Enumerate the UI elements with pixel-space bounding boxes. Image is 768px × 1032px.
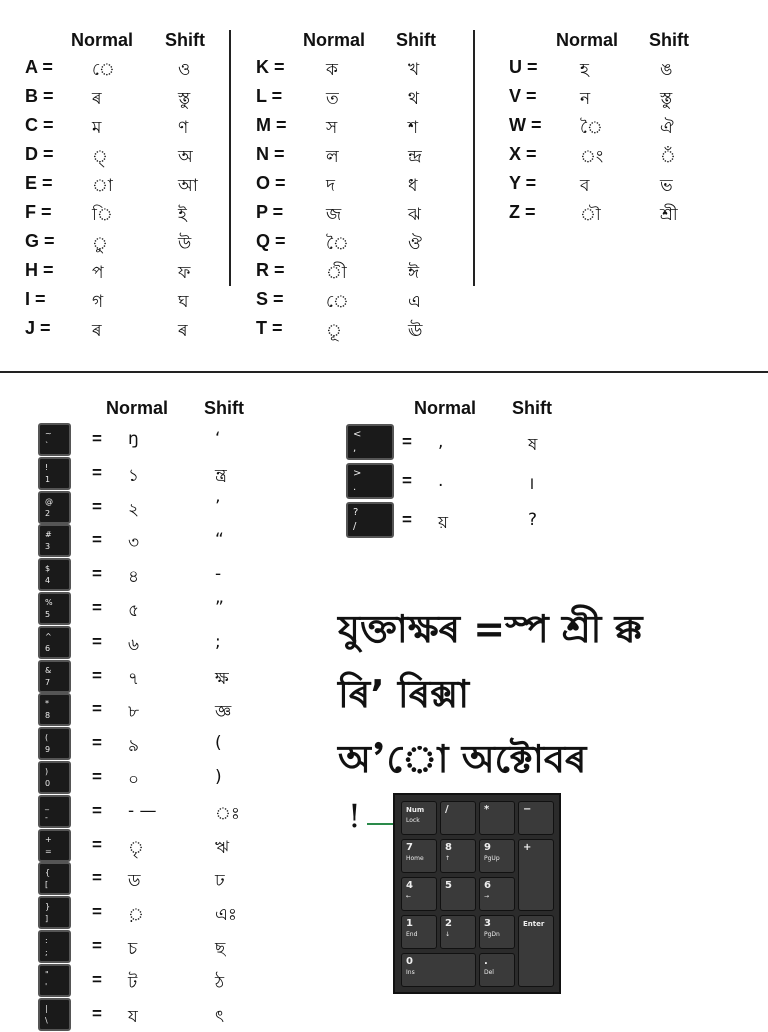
numpad-key-label: /: [445, 804, 449, 815]
numpad-key-sublabel: ↑: [445, 855, 451, 862]
normal-char: ৈ: [326, 234, 349, 254]
shift-char: শ: [408, 118, 419, 138]
equals-sign: =: [92, 631, 102, 651]
keycap-shift-glyph: ": [45, 969, 49, 979]
numpad-key-sublabel: PgUp: [484, 855, 500, 862]
keycap-icon: [38, 727, 71, 760]
section-divider: [0, 371, 768, 373]
header-shift: Shift: [165, 30, 205, 50]
shift-char: ?: [528, 510, 538, 530]
numpad-key-label: 9: [484, 842, 491, 853]
letter-key: C =: [25, 115, 54, 135]
numpad-key: [479, 801, 515, 835]
equals-sign: =: [92, 868, 102, 888]
normal-char: চ: [128, 939, 138, 959]
numpad-key: [440, 801, 476, 835]
normal-char: ক: [326, 60, 338, 80]
shift-char: ‘: [215, 429, 221, 449]
shift-char: ;: [215, 631, 221, 652]
shift-char: ঝ: [408, 205, 421, 225]
keycap-shift-glyph: _: [45, 800, 49, 810]
letter-key: P =: [256, 202, 284, 222]
keycap-icon: [38, 592, 71, 625]
shift-char: ছ: [215, 939, 226, 959]
numpad-key-label: Num: [406, 806, 425, 814]
keycap-shift-glyph: :: [45, 936, 48, 945]
equals-sign: =: [92, 699, 102, 719]
keycap-icon: [346, 463, 394, 499]
letter-key: F =: [25, 202, 52, 222]
keycap-icon: [38, 930, 71, 963]
equals-sign: =: [92, 496, 102, 516]
equals-sign: =: [92, 767, 102, 786]
normal-char: ৰ: [92, 321, 102, 341]
shift-char: ঃ: [215, 803, 240, 824]
numpad-key-label: 7: [406, 842, 413, 853]
numpad-key-label: 4: [406, 880, 413, 891]
keycap-base-glyph: 2: [45, 508, 51, 518]
shift-char: ধ: [408, 176, 418, 196]
shift-char: ঢ: [215, 871, 225, 892]
shift-char: ঈ: [408, 263, 420, 283]
numpad-key: [401, 839, 437, 873]
equals-sign: =: [92, 969, 102, 989]
normal-char: ০: [128, 770, 140, 790]
normal-char: স: [326, 118, 338, 138]
numpad-key: [401, 953, 476, 987]
keycap-base-glyph: `: [45, 441, 49, 450]
keycap-icon: [38, 558, 71, 591]
keycap-shift-glyph: #: [45, 530, 52, 540]
numpad-key-sublabel: Home: [406, 855, 424, 862]
equals-sign: =: [92, 834, 102, 854]
shift-char: ‑: [215, 564, 222, 585]
equals-sign: =: [402, 510, 412, 529]
normal-char: হ: [580, 60, 589, 80]
equals-sign: =: [92, 733, 102, 753]
shift-char: ভ: [660, 176, 673, 196]
shift-char: উ: [178, 234, 192, 254]
keycap-base-glyph: =: [45, 846, 52, 856]
conjunct-example-1: যুক্তাক্ষৰ =স্প শ্ৰী ক্ক: [338, 607, 643, 651]
equals-sign: =: [92, 429, 102, 448]
letter-key: E =: [25, 173, 53, 193]
equals-sign: =: [92, 530, 102, 550]
normal-char: ি: [92, 205, 113, 225]
shift-char: “: [215, 530, 224, 551]
shift-char: ঐ: [660, 118, 674, 138]
keycap-icon: [38, 998, 71, 1031]
header-shift: Shift: [396, 30, 436, 50]
normal-char: ৯: [128, 736, 140, 757]
normal-char: ল: [326, 147, 339, 167]
normal-char: প: [92, 263, 104, 283]
shift-char: ন্দ্র: [408, 147, 422, 167]
normal-char: ৩: [128, 533, 140, 554]
keycap-icon: [38, 896, 71, 929]
keycap-shift-glyph: }: [45, 902, 51, 912]
shift-char: ন্ত্ৰ: [215, 465, 227, 486]
keycap-shift-glyph: $: [45, 564, 51, 574]
keycap-base-glyph: 0: [45, 779, 51, 788]
equals-sign: =: [92, 665, 102, 685]
normal-char: ৗ: [580, 205, 601, 225]
letter-key: Y =: [509, 173, 537, 193]
keycap-base-glyph: 8: [45, 711, 51, 721]
keycap-shift-glyph: ?: [353, 507, 359, 518]
shift-char: ’: [215, 496, 221, 517]
header-shift: Shift: [649, 30, 689, 50]
letter-key: B =: [25, 86, 54, 106]
numpad-key: [440, 915, 476, 949]
shift-char: ।: [528, 474, 535, 494]
normal-char: ৈ: [580, 118, 603, 138]
header-normal: Normal: [303, 30, 366, 50]
header-shift: Shift: [512, 398, 552, 418]
shift-char: ণ: [178, 118, 189, 138]
normal-char: ়: [128, 905, 144, 926]
normal-char: ৭: [128, 668, 140, 689]
equals-sign: =: [92, 564, 102, 584]
keycap-shift-glyph: <: [353, 429, 362, 440]
normal-char: ট: [128, 972, 138, 993]
normal-char: ম: [92, 118, 102, 138]
letter-key: O =: [256, 173, 286, 193]
normal-char: ২: [128, 499, 140, 520]
shift-char: ফ: [178, 263, 191, 283]
equals-sign: =: [402, 432, 412, 451]
keycap-base-glyph: ,: [353, 443, 357, 454]
numpad-image: [393, 793, 561, 994]
keycap-base-glyph: ': [45, 981, 48, 991]
letter-key: Z =: [509, 202, 536, 222]
column-divider: [229, 30, 231, 286]
numpad-key-sublabel: PgDn: [484, 931, 500, 938]
letter-key: V =: [509, 86, 537, 106]
letter-key: J =: [25, 318, 51, 338]
numpad-key-label: 0: [406, 956, 413, 967]
keycap-icon: [38, 457, 71, 490]
conjunct-example-3: অ’ো অক্টোবৰ: [338, 737, 587, 781]
letter-key: L =: [256, 86, 283, 106]
keycap-base-glyph: 3: [45, 542, 51, 552]
shift-char: ও: [178, 60, 191, 80]
numpad-key-sublabel: Lock: [406, 817, 420, 824]
letter-key: Q =: [256, 231, 286, 251]
header-normal: Normal: [556, 30, 619, 50]
shift-char: জ্ঞ: [215, 702, 232, 723]
keycap-base-glyph: .: [353, 482, 357, 493]
column-divider: [473, 30, 475, 286]
shift-char: ঠ: [215, 972, 225, 993]
normal-char: ŋ: [128, 429, 139, 449]
numpad-key-label: 1: [406, 918, 413, 929]
keycap-base-glyph: 6: [45, 643, 51, 653]
shift-char: ৰ: [178, 321, 188, 341]
letter-key: N =: [256, 144, 285, 164]
normal-char: ৫: [128, 601, 140, 621]
numpad-key-sublabel: ←: [406, 893, 412, 900]
shift-char: ): [215, 767, 222, 787]
keycap-base-glyph: ]: [45, 914, 49, 924]
numpad-key-label: 5: [445, 880, 452, 891]
normal-char: ড: [128, 871, 141, 892]
normal-char: ৪: [128, 567, 140, 588]
shift-char: এ: [408, 292, 421, 312]
shift-char: ষ: [528, 435, 538, 455]
normal-char: ী: [326, 263, 347, 283]
keycap-icon: [38, 862, 71, 895]
numpad-key: [518, 801, 554, 835]
numpad-key-label: −: [523, 804, 532, 815]
header-normal: Normal: [414, 398, 477, 418]
keycap-icon: [346, 502, 394, 538]
keycap-shift-glyph: ^: [45, 631, 52, 641]
shift-char: ই: [178, 205, 187, 225]
shift-char: এঃ: [215, 905, 237, 926]
keycap-base-glyph: 7: [45, 677, 51, 687]
shift-char: ঙ: [660, 60, 673, 80]
numpad-key-sublabel: End: [406, 931, 418, 938]
keycap-base-glyph: /: [353, 521, 357, 532]
letter-key: G =: [25, 231, 55, 251]
shift-char: অ: [178, 147, 193, 167]
keycap-shift-glyph: +: [45, 834, 52, 844]
keycap-icon: [38, 829, 71, 862]
shift-char: ঊ: [408, 321, 423, 341]
normal-char: - —: [128, 800, 157, 821]
keycap-icon: [38, 626, 71, 659]
letter-key: W =: [509, 115, 542, 135]
keycap-shift-glyph: !: [45, 462, 49, 472]
numpad-key: [479, 839, 515, 873]
exclamation-label: !: [348, 797, 361, 835]
keycap-base-glyph: [: [45, 880, 49, 890]
normal-char: ১: [128, 465, 140, 486]
numpad-key-label: 6: [484, 880, 491, 891]
keycap-icon: [38, 795, 71, 828]
shift-char: খ: [408, 60, 420, 80]
keycap-shift-glyph: {: [45, 868, 51, 878]
keycap-base-glyph: 1: [45, 474, 51, 484]
keycap-shift-glyph: &: [45, 665, 52, 675]
normal-char: ব: [580, 176, 590, 196]
numpad-key: [401, 877, 437, 911]
numpad-key-sublabel: Del: [484, 969, 494, 976]
normal-char: ,: [438, 432, 444, 452]
keycap-icon: [38, 761, 71, 794]
keycap-shift-glyph: |: [45, 1003, 48, 1013]
normal-char: ে: [326, 292, 349, 312]
letter-key: H =: [25, 260, 54, 280]
normal-char: ৬: [128, 634, 140, 655]
numpad-key-sublabel: Ins: [406, 969, 415, 976]
shift-char: স্তু: [178, 89, 191, 109]
normal-char: য: [128, 1006, 138, 1027]
equals-sign: =: [92, 462, 102, 482]
conjunct-example-2: ৰি’ ৰিক্সা: [338, 672, 470, 716]
normal-char: ত: [326, 89, 339, 109]
keycap-shift-glyph: %: [45, 598, 53, 607]
keycap-shift-glyph: @: [45, 496, 53, 506]
numpad-key: [440, 839, 476, 873]
equals-sign: =: [92, 902, 102, 922]
shift-char: থ: [408, 89, 420, 109]
letter-key: U =: [509, 57, 538, 77]
normal-char: ৰ: [92, 89, 102, 109]
equals-sign: =: [402, 471, 412, 490]
keycap-icon: [38, 524, 71, 557]
letter-key: T =: [256, 318, 283, 338]
header-shift: Shift: [204, 398, 244, 418]
keycap-icon: [38, 660, 71, 693]
shift-char: ”: [215, 598, 224, 618]
normal-char: ু: [92, 234, 108, 254]
equals-sign: =: [92, 800, 102, 820]
numpad-key-sublabel: →: [484, 893, 490, 900]
normal-char: া: [92, 176, 113, 196]
numpad-key: [479, 915, 515, 949]
normal-char: .: [438, 471, 444, 491]
shift-char: শ্রী: [660, 205, 678, 225]
normal-char: য়: [438, 513, 449, 533]
letter-key: R =: [256, 260, 285, 280]
letter-key: K =: [256, 57, 285, 77]
keycap-icon: [346, 424, 394, 460]
normal-char: ূ: [326, 321, 342, 341]
normal-char: ্: [92, 147, 108, 167]
numpad-key: [401, 801, 437, 835]
keycap-base-glyph: 4: [45, 576, 51, 586]
shift-char: ঋ: [215, 837, 230, 858]
keycap-base-glyph: -: [45, 812, 48, 822]
shift-char: ৎ: [215, 1006, 225, 1027]
numpad-key-label: 3: [484, 918, 491, 929]
keycap-icon: [38, 964, 71, 997]
letter-key: S =: [256, 289, 284, 309]
letter-key: M =: [256, 115, 287, 135]
equals-sign: =: [92, 598, 102, 617]
equals-sign: =: [92, 1003, 102, 1023]
keycap-shift-glyph: ~: [45, 429, 52, 438]
shift-char: ঘ: [178, 292, 189, 312]
letter-key: D =: [25, 144, 54, 164]
keycap-shift-glyph: >: [353, 468, 362, 479]
numpad-key-label: 8: [445, 842, 452, 853]
keycap-shift-glyph: ): [45, 767, 49, 776]
shift-char: ঔ: [408, 234, 422, 254]
numpad-key: [518, 915, 554, 987]
normal-char: জ: [326, 205, 342, 225]
normal-char: ং: [580, 147, 604, 167]
letter-key: I =: [25, 289, 46, 309]
letter-key: A =: [25, 57, 53, 77]
header-normal: Normal: [71, 30, 134, 50]
shift-char: ক্ষ: [215, 668, 229, 689]
normal-char: ৮: [128, 702, 140, 723]
numpad-key: [479, 877, 515, 911]
normal-char: ে: [92, 60, 115, 80]
keycap-base-glyph: \: [45, 1015, 48, 1025]
normal-char: ন: [580, 89, 591, 109]
numpad-key-sublabel: ↓: [445, 931, 451, 938]
keycap-shift-glyph: *: [45, 699, 49, 709]
numpad-key: [401, 915, 437, 949]
keycap-icon: [38, 423, 71, 456]
numpad-key: [440, 877, 476, 911]
shift-char: ঁ: [660, 147, 676, 167]
keycap-icon: [38, 693, 71, 726]
numpad-key-label: Enter: [523, 920, 545, 928]
numpad-key-label: *: [484, 804, 490, 815]
keycap-base-glyph: 9: [45, 745, 51, 755]
normal-char: গ: [92, 292, 104, 312]
shift-char: (: [215, 733, 222, 754]
letter-key: X =: [509, 144, 537, 164]
shift-char: আ: [178, 176, 198, 196]
equals-sign: =: [92, 936, 102, 955]
numpad-key-label: .: [484, 956, 488, 967]
numpad-key-label: 2: [445, 918, 452, 929]
normal-char: ৃ: [128, 837, 144, 858]
keycap-base-glyph: 5: [45, 610, 51, 619]
header-normal: Normal: [106, 398, 169, 418]
numpad-key-label: +: [523, 842, 532, 853]
keycap-icon: [38, 491, 71, 524]
keycap-base-glyph: ;: [45, 948, 48, 957]
normal-char: দ: [326, 176, 335, 196]
shift-char: স্তু: [660, 89, 673, 109]
keycap-shift-glyph: (: [45, 733, 49, 743]
numpad-key: [518, 839, 554, 911]
numpad-key: [479, 953, 515, 987]
